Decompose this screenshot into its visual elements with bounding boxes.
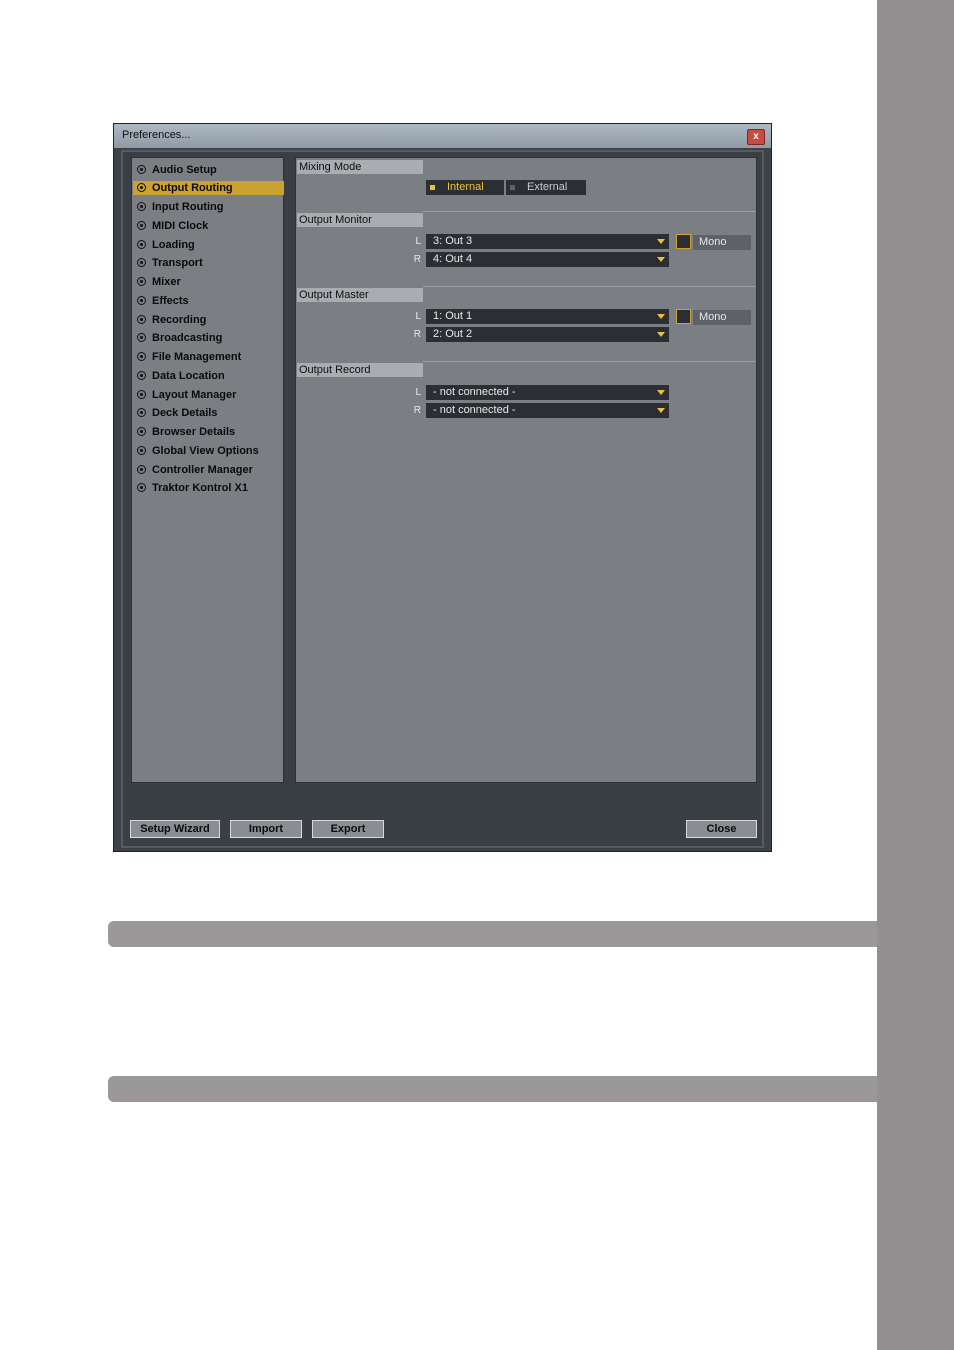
sidebar-item-label: Effects: [152, 295, 189, 307]
radio-bullet-icon: [137, 296, 146, 305]
sidebar-item-broadcasting[interactable]: [133, 331, 284, 345]
sidebar-item-label: Transport: [152, 257, 203, 269]
unselected-indicator-icon: [510, 185, 515, 190]
channel-label-right: R: [413, 254, 421, 265]
sidebar-item-file-management[interactable]: [133, 350, 284, 364]
mixing-mode-external-button[interactable]: [506, 180, 586, 195]
sidebar-item-label: Deck Details: [152, 407, 218, 419]
channel-label-right: R: [413, 329, 421, 340]
output-master-right-dropdown[interactable]: [426, 327, 669, 342]
sidebar-item-label: Browser Details: [152, 426, 236, 438]
radio-bullet-icon: [137, 240, 146, 249]
sidebar-item-data-location[interactable]: [133, 369, 284, 383]
setup-wizard-button[interactable]: Setup Wizard: [130, 820, 220, 838]
window-title: Preferences...: [122, 129, 191, 141]
output-monitor-mono-label: Mono: [693, 235, 751, 250]
radio-bullet-icon: [137, 258, 146, 267]
output-monitor-left-dropdown[interactable]: [426, 234, 669, 249]
sidebar-item-midi-clock[interactable]: [133, 219, 284, 233]
dropdown-value: - not connected -: [433, 386, 516, 398]
sidebar-item-recording[interactable]: [133, 313, 284, 327]
output-record-header: Output Record: [297, 363, 423, 377]
mixing-mode-header: Mixing Mode: [297, 160, 423, 174]
sidebar-item-input-routing[interactable]: [133, 200, 284, 214]
channel-label-left: L: [415, 236, 421, 247]
output-master-mono-checkbox[interactable]: [676, 309, 691, 324]
output-record-left-dropdown[interactable]: [426, 385, 669, 400]
radio-bullet-icon: [137, 202, 146, 211]
sidebar-item-label: Audio Setup: [152, 164, 217, 176]
sidebar-item-audio-setup[interactable]: [133, 163, 284, 177]
sidebar-item-label: Loading: [152, 239, 195, 251]
dropdown-arrow-icon: [657, 257, 665, 262]
radio-bullet-icon: [137, 352, 146, 361]
radio-bullet-icon: [137, 221, 146, 230]
channel-label-left: L: [415, 311, 421, 322]
section-divider: [423, 286, 756, 287]
import-button[interactable]: Import: [230, 820, 302, 838]
output-monitor-header: Output Monitor: [297, 213, 423, 227]
radio-bullet-icon: [137, 277, 146, 286]
sidebar-item-browser-details[interactable]: [133, 425, 284, 439]
channel-label-left: L: [415, 387, 421, 398]
output-master-header: Output Master: [297, 288, 423, 302]
dropdown-value: 1: Out 1: [433, 310, 473, 322]
dropdown-arrow-icon: [657, 332, 665, 337]
preferences-window: [113, 123, 772, 852]
dropdown-value: 4: Out 4: [433, 253, 473, 265]
sidebar-item-label: Data Location: [152, 370, 225, 382]
sidebar-item-label: MIDI Clock: [152, 220, 209, 232]
section-divider: [423, 361, 756, 362]
sidebar-item-layout-manager[interactable]: [133, 388, 284, 402]
mixing-mode-internal-button[interactable]: [426, 180, 504, 195]
sidebar-item-label: Controller Manager: [152, 464, 253, 476]
mixing-mode-option-label: Internal: [447, 181, 484, 193]
sidebar-item-label: Global View Options: [152, 445, 259, 457]
radio-bullet-icon: [137, 390, 146, 399]
sidebar-item-transport[interactable]: [133, 256, 284, 270]
section-heading-bar: [108, 921, 877, 947]
export-button[interactable]: Export: [312, 820, 384, 838]
channel-label-right: R: [413, 405, 421, 416]
radio-bullet-icon: [137, 333, 146, 342]
dropdown-value: - not connected -: [433, 404, 516, 416]
sidebar-item-global-view-options[interactable]: [133, 444, 284, 458]
close-button[interactable]: Close: [686, 820, 757, 838]
section-heading-bar: [108, 1076, 877, 1102]
page-side-strip: [877, 0, 954, 1350]
sidebar-item-label: Mixer: [152, 276, 181, 288]
output-monitor-mono-checkbox[interactable]: [676, 234, 691, 249]
output-routing-panel: [295, 157, 757, 783]
sidebar-item-label: Output Routing: [152, 182, 233, 194]
output-record-right-dropdown[interactable]: [426, 403, 669, 418]
sidebar-item-label: Input Routing: [152, 201, 224, 213]
dropdown-arrow-icon: [657, 390, 665, 395]
dropdown-arrow-icon: [657, 239, 665, 244]
output-master-mono-label: Mono: [693, 310, 751, 325]
sidebar-item-loading[interactable]: [133, 238, 284, 252]
sidebar-item-output-routing[interactable]: [133, 181, 284, 195]
radio-bullet-icon: [137, 371, 146, 380]
sidebar-item-label: Layout Manager: [152, 389, 237, 401]
window-titlebar[interactable]: [114, 124, 771, 148]
radio-bullet-icon: [137, 183, 146, 192]
dropdown-value: 2: Out 2: [433, 328, 473, 340]
radio-bullet-icon: [137, 315, 146, 324]
selected-indicator-icon: [430, 185, 435, 190]
preferences-sidebar: [131, 157, 284, 783]
dropdown-arrow-icon: [657, 408, 665, 413]
radio-bullet-icon: [137, 408, 146, 417]
section-divider: [423, 211, 756, 212]
radio-bullet-icon: [137, 446, 146, 455]
radio-bullet-icon: [137, 483, 146, 492]
dropdown-arrow-icon: [657, 314, 665, 319]
dropdown-value: 3: Out 3: [433, 235, 473, 247]
sidebar-item-label: File Management: [152, 351, 242, 363]
sidebar-item-label: Recording: [152, 314, 207, 326]
sidebar-item-mixer[interactable]: [133, 275, 284, 289]
sidebar-item-effects[interactable]: [133, 294, 284, 308]
sidebar-item-traktor-kontrol-x1[interactable]: [133, 481, 284, 495]
sidebar-item-label: Broadcasting: [152, 332, 223, 344]
window-close-icon[interactable]: x: [747, 129, 765, 145]
output-master-left-dropdown[interactable]: [426, 309, 669, 324]
radio-bullet-icon: [137, 165, 146, 174]
radio-bullet-icon: [137, 465, 146, 474]
output-monitor-right-dropdown[interactable]: [426, 252, 669, 267]
radio-bullet-icon: [137, 427, 146, 436]
sidebar-item-label: Traktor Kontrol X1: [152, 482, 248, 494]
mixing-mode-option-label: External: [527, 181, 568, 193]
sidebar-item-deck-details[interactable]: [133, 406, 284, 420]
sidebar-item-controller-manager[interactable]: [133, 463, 284, 477]
